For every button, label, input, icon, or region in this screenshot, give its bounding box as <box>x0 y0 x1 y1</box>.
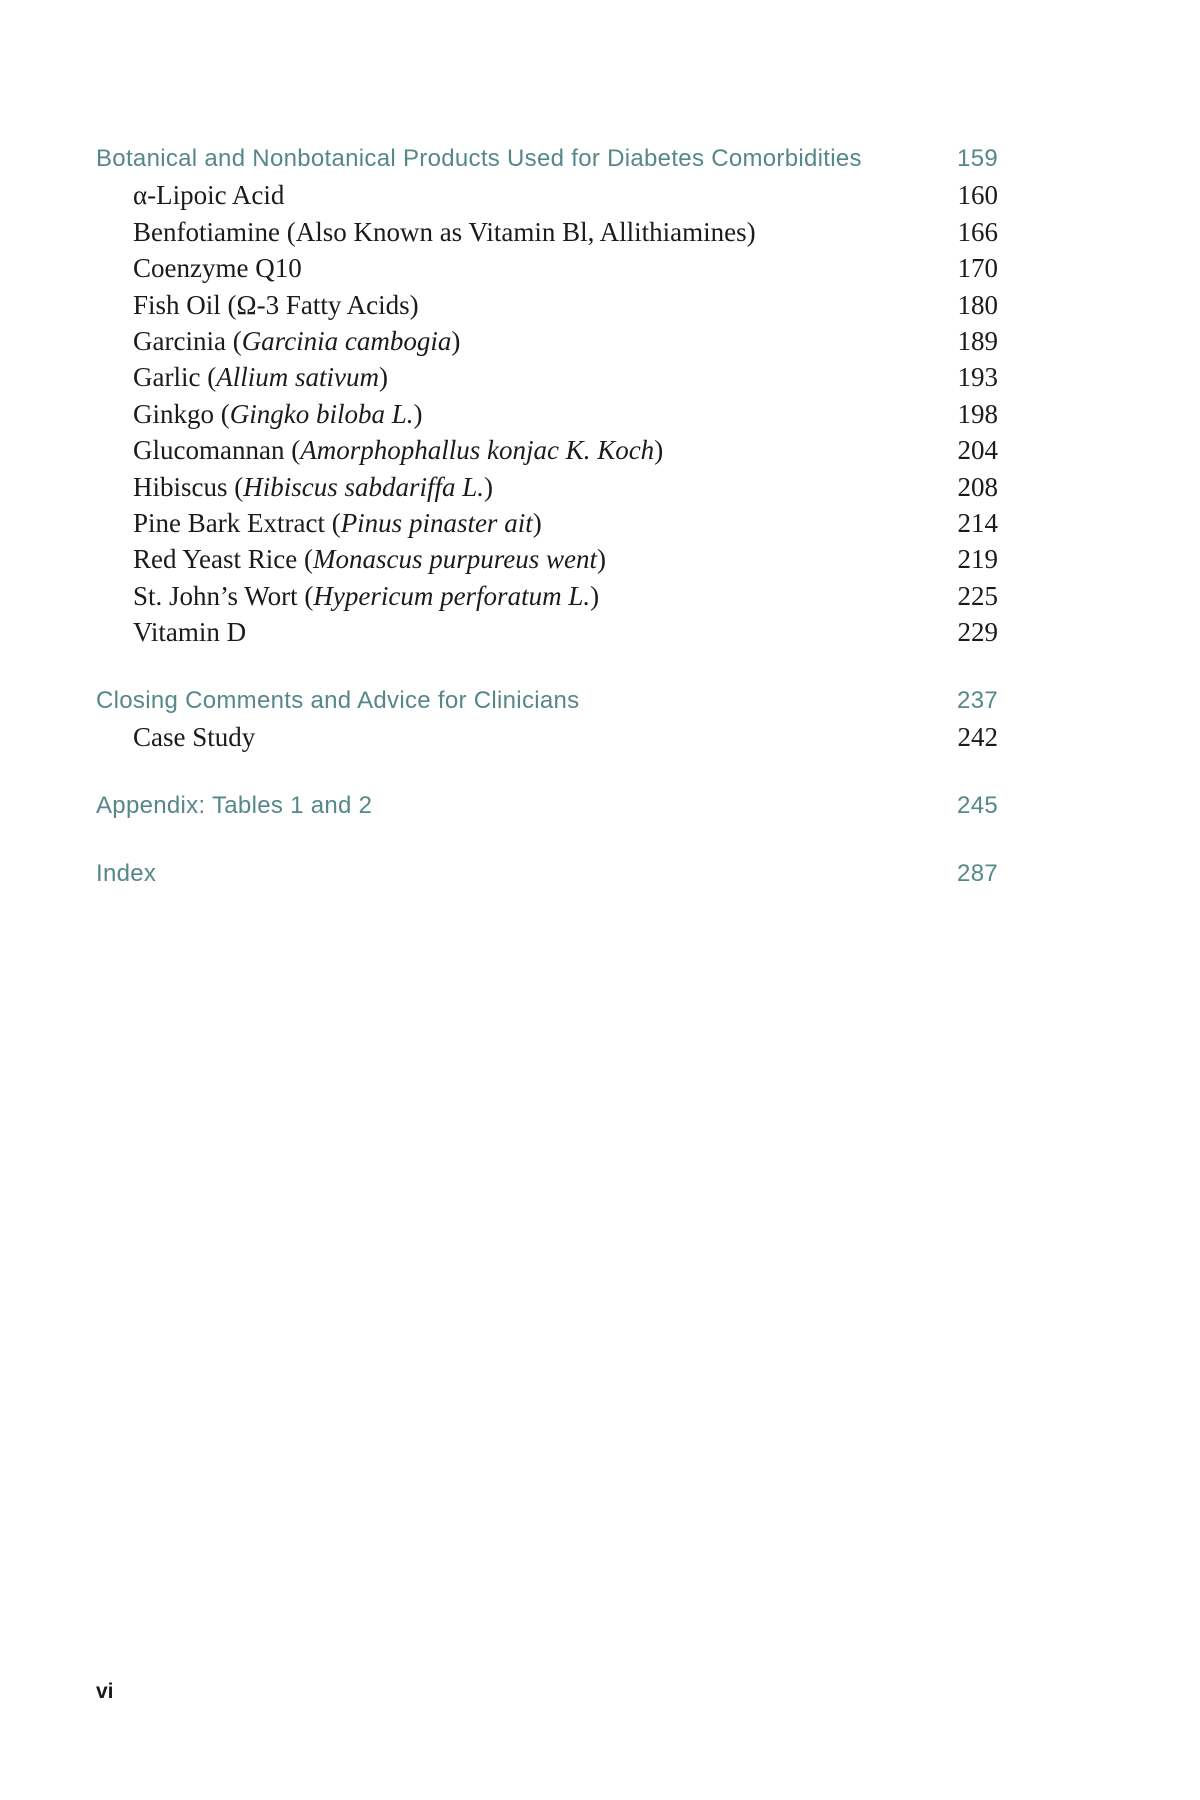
toc-entry <box>96 856 998 892</box>
toc-entry-label <box>96 541 606 577</box>
toc-entry <box>96 432 998 468</box>
toc-entry-label <box>96 287 419 323</box>
toc-entry <box>96 683 998 719</box>
toc-entry <box>96 396 998 432</box>
toc-entry-page: 242 <box>957 722 998 753</box>
toc-entry-page: 245 <box>957 791 998 819</box>
toc-entry-page: 189 <box>957 326 998 357</box>
toc-entry-label <box>96 177 284 213</box>
toc-entry-label <box>96 323 460 359</box>
toc-entry <box>96 505 998 541</box>
toc-entry-text: Index <box>96 859 157 887</box>
toc-entry-latin-name: Allium sativum <box>216 362 379 393</box>
toc-entry-text: Closing Comments and Advice for Clinicians <box>96 686 580 714</box>
toc-entry-text-suffix: ) <box>654 435 664 466</box>
toc-entry-label <box>96 578 599 614</box>
toc-entry <box>96 541 998 577</box>
toc-entry-text-suffix: ) <box>451 326 461 357</box>
toc-entry-page: 160 <box>957 180 998 211</box>
toc-entry <box>96 469 998 505</box>
toc-entry <box>96 614 998 650</box>
toc-entry-text: Case Study <box>133 722 256 753</box>
toc-entry-page: 229 <box>957 617 998 648</box>
toc-entry-label <box>96 856 156 892</box>
toc-entry-page: 166 <box>957 216 998 247</box>
toc-entry-latin-name: Hypericum perforatum L. <box>313 580 591 611</box>
toc-entry-text-suffix: ) <box>596 544 606 575</box>
toc-entry <box>96 719 998 755</box>
toc-entry <box>96 788 998 824</box>
toc-entry-latin-name: Monascus purpureus went <box>312 544 597 575</box>
toc-entry-label <box>96 788 372 824</box>
toc-entry <box>96 578 998 614</box>
toc-entry <box>96 177 998 213</box>
toc-entry-page: 219 <box>957 544 998 575</box>
toc-entry-page: 180 <box>957 289 998 320</box>
toc-entry-text: Garlic ( <box>133 362 217 393</box>
toc-entry-text: Benfotiamine (Also Known as Vitamin Bl, Allithiamines) <box>133 216 756 247</box>
toc-entry <box>96 214 998 250</box>
toc-entry-text: Coenzyme Q10 <box>133 253 302 284</box>
toc-entry-text-suffix: ) <box>532 508 542 539</box>
toc-entry-page: 204 <box>957 435 998 466</box>
toc-entry-page: 214 <box>957 508 998 539</box>
toc-entry <box>96 141 998 177</box>
toc-entry-page: 159 <box>957 145 998 172</box>
toc-entry-text: Appendix: Tables 1 and 2 <box>96 791 373 819</box>
toc-entry-label <box>96 469 493 505</box>
toc-entry-text: α-Lipoic Acid <box>133 180 285 211</box>
toc-entry-text: Red Yeast Rice ( <box>133 544 313 575</box>
toc-entry-text: St. John’s Wort ( <box>133 580 314 611</box>
toc-entry-latin-name: Garcinia cambogia <box>241 326 452 357</box>
toc-entry-label <box>96 432 663 468</box>
toc-entry-text: Botanical and Nonbotanical Products Used for Diabetes Comorbidities <box>96 145 862 172</box>
toc-entry-text: Fish Oil (Ω-3 Fatty Acids) <box>133 289 419 320</box>
toc-entry-label <box>96 359 388 395</box>
toc-entry-label <box>96 719 255 755</box>
toc-entry-label <box>96 250 302 286</box>
toc-entry <box>96 323 998 359</box>
toc-entry-latin-name: Pinus pinaster ait <box>340 508 533 539</box>
toc-entry-page: 237 <box>957 686 998 714</box>
toc-entry-label <box>96 396 423 432</box>
toc-entry-page: 208 <box>957 471 998 502</box>
toc-entry-label <box>96 683 579 719</box>
toc-list <box>96 141 998 892</box>
toc-entry <box>96 359 998 395</box>
toc-entry-page: 287 <box>957 859 998 887</box>
toc-entry-page: 198 <box>957 398 998 429</box>
toc-entry-text: Hibiscus ( <box>133 471 244 502</box>
toc-entry-text: Ginkgo ( <box>133 398 230 429</box>
toc-entry-latin-name: Amorphophallus konjac K. Koch <box>300 435 655 466</box>
toc-entry-page: 225 <box>957 580 998 611</box>
toc-entry-text-suffix: ) <box>378 362 388 393</box>
toc-entry-text-suffix: ) <box>413 398 423 429</box>
toc-entry <box>96 287 998 323</box>
toc-entry-latin-name: Hibiscus sabdariffa L. <box>243 471 485 502</box>
toc-entry-page: 170 <box>957 253 998 284</box>
toc-entry-text-suffix: ) <box>590 580 600 611</box>
toc-entry-latin-name: Gingko biloba L. <box>229 398 414 429</box>
toc-entry-page: 193 <box>957 362 998 393</box>
toc-entry-label <box>96 141 862 177</box>
toc-entry-text: Pine Bark Extract ( <box>133 508 341 539</box>
toc-entry-text: Garcinia ( <box>133 326 242 357</box>
toc-entry <box>96 250 998 286</box>
toc-entry-text: Glucomannan ( <box>133 435 301 466</box>
toc-entry-text-suffix: ) <box>484 471 494 502</box>
toc-entry-label <box>96 214 756 250</box>
toc-entry-text: Vitamin D <box>133 617 247 648</box>
toc-entry-label <box>96 505 542 541</box>
toc-entry-label <box>96 614 246 650</box>
page-folio: vi <box>96 1680 114 1703</box>
